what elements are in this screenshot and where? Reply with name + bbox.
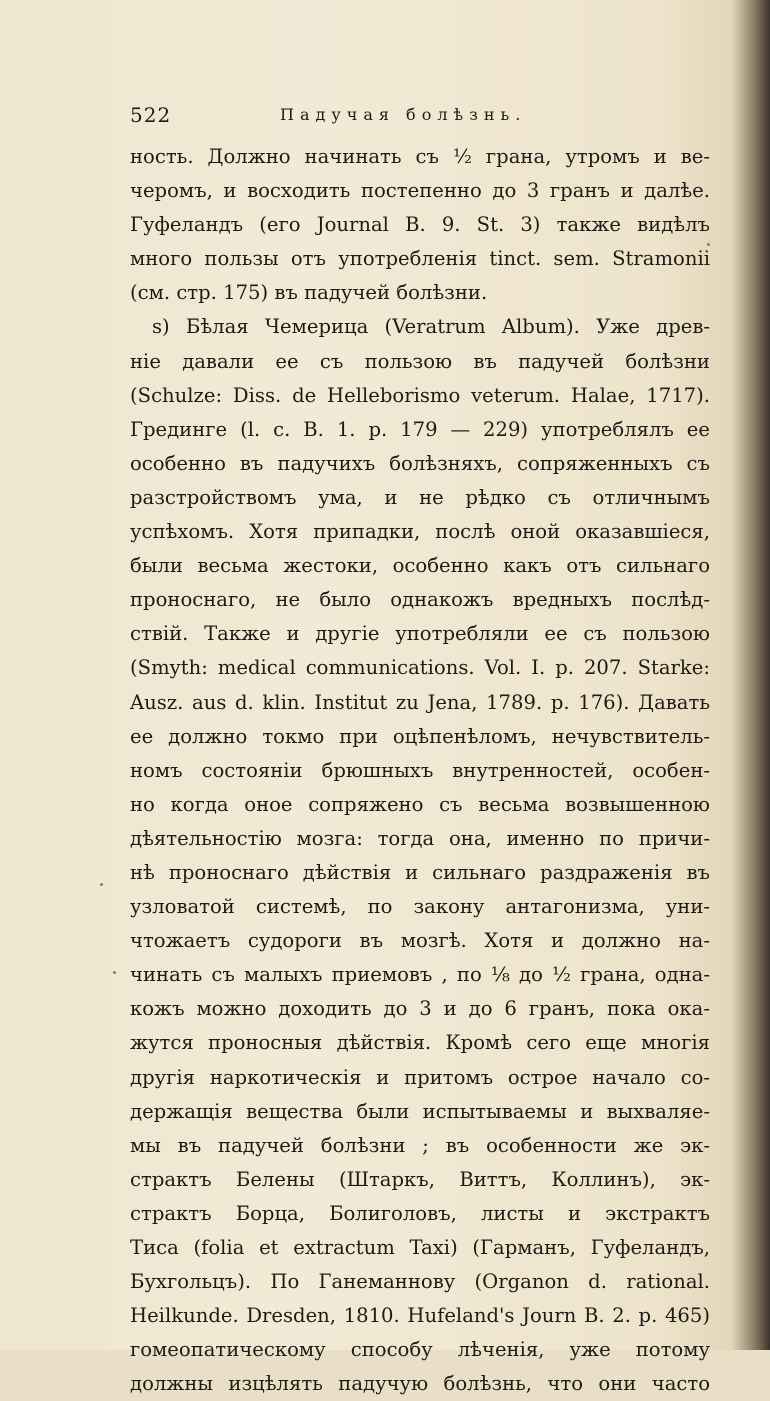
text-line: дѣятельностію мозга: тогда она, именно по причи- — [130, 826, 710, 850]
text-line: черомъ, и восходить постепенно до 3 гранъ и далѣе. — [130, 179, 710, 203]
paper-speck — [707, 243, 710, 246]
text-line: номъ состояніи брюшныхъ внутренностей, особен- — [130, 758, 710, 782]
text-line: узловатой системѣ, по закону антагонизма, уни- — [130, 895, 710, 919]
text-line: чинать съ малыхъ приемовъ , по ⅛ до ½ грана, одна- — [130, 963, 710, 987]
text-line: проноснаго, не было однакожъ вредныхъ послѣд- — [130, 588, 710, 612]
text-line: мы въ падучей болѣзни ; въ особенности же эк- — [130, 1133, 710, 1157]
paper-speck — [113, 971, 116, 974]
text-line: нѣ проноснаго дѣйствія и сильнаго раздраженія въ — [130, 860, 710, 884]
text-line: но когда оное сопряжено съ весьма возвышенною — [130, 792, 710, 816]
text-line: Heilkunde. Dresden, 1810. Hufeland's Journ B. 2. p. 465) — [130, 1304, 710, 1328]
paper-speck — [100, 883, 103, 886]
text-line: Тиса (folia et extractum Taxi) (Гарманъ, Гуфеландъ, — [130, 1236, 710, 1259]
text-line: жутся проносныя дѣйствія. Кромѣ сего еще многія — [130, 1031, 710, 1055]
text-line: кожъ можно доходить до 3 и до 6 гранъ, пока ока- — [130, 997, 710, 1021]
text-line: ее должно токмо при оцѣпенѣломъ, нечувствитель- — [130, 724, 710, 748]
text-line: (Smyth: medical communications. Vol. I. p. 207. Starke: — [130, 656, 710, 680]
text-line: много пользы отъ употребленія tinct. sem. Stramonii — [130, 247, 710, 271]
text-line: Бухгольцъ). По Ганеманнову (Organon d. rational. — [130, 1270, 710, 1294]
text-line: успѣхомъ. Хотя припадки, послѣ оной оказавшіеся, — [130, 520, 710, 544]
page-header — [130, 103, 710, 133]
text-line: Грединге (l. c. B. 1. p. 179 — 229) употреблялъ ее — [130, 417, 710, 441]
text-line: (Schulze: Diss. de Helleborismo veterum. Halae, 1717). — [130, 383, 710, 407]
text-line: гомеопатическому способу лѣченія, уже потому — [130, 1338, 710, 1362]
page-number: 522 — [130, 103, 172, 127]
text-line: другія наркотическія и притомъ острое начало со- — [130, 1065, 710, 1089]
text-line: страктъ Белены (Штаркъ, Виттъ, Коллинъ), эк- — [130, 1167, 710, 1191]
text-line: (см. стр. 175) въ падучей болѣзни. — [130, 281, 488, 305]
text-line: Ausz. aus d. klin. Institut zu Jena, 1789. p. 176). Давать — [130, 690, 710, 714]
running-title: Падучая болѣзнь. — [280, 105, 527, 124]
text-line: были весьма жестоки, особенно какъ отъ сильнаго — [130, 554, 710, 578]
text-line: должны изцѣлять падучую болѣзнь, что они часто — [130, 1372, 710, 1396]
text-line: особенно въ падучихъ болѣзняхъ, сопряженныхъ съ — [130, 451, 710, 475]
text-line: страктъ Борца, Болиголовъ, листы и экстрактъ — [130, 1201, 710, 1225]
text-line: разстройствомъ ума, и не рѣдко съ отличнымъ — [130, 485, 710, 509]
text-line: ность. Должно начинать съ ½ грана, утромъ и ве- — [130, 145, 710, 168]
text-line: держащія вещества были испытываемы и выхваляе- — [130, 1099, 710, 1123]
body-text — [130, 140, 710, 1401]
text-line: ствій. Также и другіе употребляли ее съ пользою — [130, 622, 710, 646]
text-line: чтожаетъ судороги въ мозгѣ. Хотя и должно на- — [130, 929, 710, 953]
text-line: s) Бѣлая Чемерица (Veratrum Album). Уже древ- — [152, 315, 710, 339]
text-line: ніе давали ее съ пользою въ падучей болѣзни — [130, 349, 710, 373]
text-line: Гуфеландъ (его Journal B. 9. St. 3) также видѣлъ — [130, 213, 710, 237]
